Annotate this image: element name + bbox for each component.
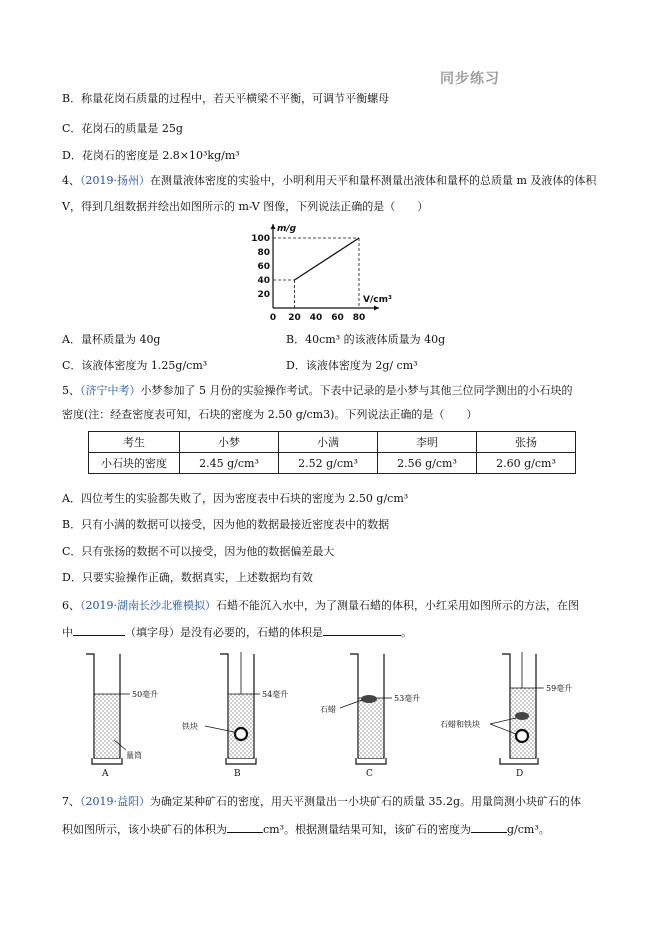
table-header-cell: 小梦 <box>180 432 279 453</box>
q6-text-2b: （填字母）是没有必要的，石蜡的体积是 <box>125 626 323 639</box>
q3-option-d: D．花岗石的密度是 2.8×10³kg/m³ <box>62 149 240 162</box>
label-shila-c: 石蜡 <box>320 705 336 714</box>
x-tick-label: 0 <box>269 313 277 323</box>
q4-option-a: A．量杯质量为 40g <box>62 333 161 346</box>
density-table <box>88 431 576 474</box>
q3-option-c: C．花岗石的质量是 25g <box>62 122 183 135</box>
reading-b: 54毫升 <box>262 690 289 699</box>
q7-text-2b: cm³。根据测量结果可知，该矿石的密度为 <box>263 823 471 836</box>
q5-number: 5、 <box>62 384 80 397</box>
q5-option-a: A．四位考生的实验都失败了，因为密度表中石块的密度为 2.50 g/cm³ <box>62 492 409 505</box>
cylinder-c <box>320 654 420 779</box>
q7-stem-line2 <box>62 821 550 837</box>
q5-text-1: 小梦参加了 5 月份的实验操作考试。下表中记录的是小梦与其他三位同学测出的小石块的 <box>140 384 573 397</box>
table-header-cell: 小满 <box>279 432 378 453</box>
q5-stem-line2: 密度(注：经查密度表可知，石块的密度为 2.50 g/cm3)。下列说法正确的是（ ） <box>62 408 478 421</box>
q4-option-b: B．40cm³ 的该液体质量为 40g <box>286 333 446 346</box>
table-cell: 2.52 g/cm³ <box>279 453 378 474</box>
q6-text-1: 石蜡不能沉入水中，为了测量石蜡的体积，小红采用如图所示的方法，在图 <box>216 599 579 612</box>
q7-source: （2019·益阳） <box>80 795 150 808</box>
series-line <box>295 238 360 280</box>
x-axis-arrow <box>374 306 379 311</box>
x-tick-label: 80 <box>352 313 366 323</box>
table-cell: 小石块的密度 <box>89 453 180 474</box>
x-tick-label: 60 <box>331 313 344 323</box>
q4-source: （2019·扬州） <box>80 174 150 187</box>
q7-answer-blank-2[interactable] <box>471 821 507 833</box>
q3-option-b: B．称量花岗石质量的过程中，若天平横梁不平衡，可调节平衡螺母 <box>62 92 390 105</box>
q4-number: 4、 <box>62 174 80 187</box>
y-tick-label: 60 <box>257 262 270 272</box>
q6-answer-blank-1[interactable] <box>73 624 125 636</box>
q7-text-2c: g/cm³。 <box>507 823 550 836</box>
q4-option-d: D．该液体密度为 2g/ cm³ <box>286 359 418 372</box>
letter-c: C <box>366 769 373 779</box>
reading-a: 50毫升 <box>132 690 159 699</box>
table-cell: 2.60 g/cm³ <box>477 453 576 474</box>
y-axis-label: m/g <box>277 224 297 234</box>
q7-number: 7、 <box>62 795 80 808</box>
table-header-cell: 考生 <box>89 432 180 453</box>
q6-source: （2019·湖南长沙北雅模拟） <box>80 599 216 612</box>
y-axis-arrow <box>271 224 276 229</box>
table-cell: 2.45 g/cm³ <box>180 453 279 474</box>
q4-stem-line1 <box>62 174 596 188</box>
cylinder-b <box>182 652 288 779</box>
q6-text-2c: 。 <box>401 626 412 639</box>
y-tick-label: 80 <box>257 248 270 258</box>
y-tick-label: 20 <box>257 290 270 300</box>
page-header-title: 同步练习 <box>440 71 500 87</box>
cylinder-a <box>86 654 158 779</box>
y-tick-label: 100 <box>251 234 270 244</box>
x-tick-label: 20 <box>288 313 301 323</box>
table-header-row <box>89 432 576 453</box>
y-tick-label: 40 <box>257 276 270 286</box>
reading-c: 53毫升 <box>394 694 421 703</box>
q5-option-d: D．只要实验操作正确，数据真实，上述数据均有效 <box>62 571 313 584</box>
q7-stem-line1 <box>62 795 581 809</box>
table-row <box>89 453 576 474</box>
label-shila-tiekuai: 石蜡和铁块 <box>440 720 480 729</box>
q5-stem-line1 <box>62 384 573 398</box>
q7-answer-blank-1[interactable] <box>227 821 263 833</box>
q6-number: 6、 <box>62 599 80 612</box>
letter-b: B <box>234 769 241 779</box>
q5-option-c: C．只有张扬的数据不可以接受，因为他的数据偏差最大 <box>62 545 335 558</box>
mv-graph <box>251 222 415 324</box>
q5-option-b: B．只有小满的数据可以接受，因为他的数据最接近密度表中的数据 <box>62 518 390 531</box>
q7-text-1: 为确定某种矿石的密度，用天平测量出一小块矿石的质量 35.2g。用量筒测小块矿石的体 <box>150 795 582 808</box>
q4-option-c: C．该液体密度为 1.25g/cm³ <box>62 359 208 372</box>
table-header-cell: 李明 <box>378 432 477 453</box>
cylinders-figure <box>70 650 590 780</box>
q6-answer-blank-2[interactable] <box>323 624 401 636</box>
table-cell: 2.56 g/cm³ <box>378 453 477 474</box>
table-header-cell: 张扬 <box>477 432 576 453</box>
letter-a: A <box>102 769 109 779</box>
letter-d: D <box>516 769 524 779</box>
q6-text-2a: 中 <box>62 626 73 639</box>
label-tiekuai-b: 铁块 <box>182 722 198 731</box>
cylinder-d <box>440 652 572 779</box>
q6-stem-line1 <box>62 599 579 613</box>
q4-text-1: 在测量液体密度的实验中，小明利用天平和量杯测量出液体和量杯的总质量 m 及液体的体积 <box>150 174 597 187</box>
x-tick-label: 40 <box>309 313 323 323</box>
reading-d: 59毫升 <box>546 684 573 693</box>
label-liangtong: 量筒 <box>126 751 142 760</box>
x-axis-label: V/cm³ <box>363 295 392 305</box>
q4-stem-line2: V，得到几组数据并绘出如图所示的 m-V 图像，下列说法正确的是（ ） <box>62 200 429 213</box>
q5-source: （济宁中考） <box>80 384 141 397</box>
q7-text-2a: 积如图所示，该小块矿石的体积为 <box>62 823 227 836</box>
q6-stem-line2 <box>62 624 412 640</box>
